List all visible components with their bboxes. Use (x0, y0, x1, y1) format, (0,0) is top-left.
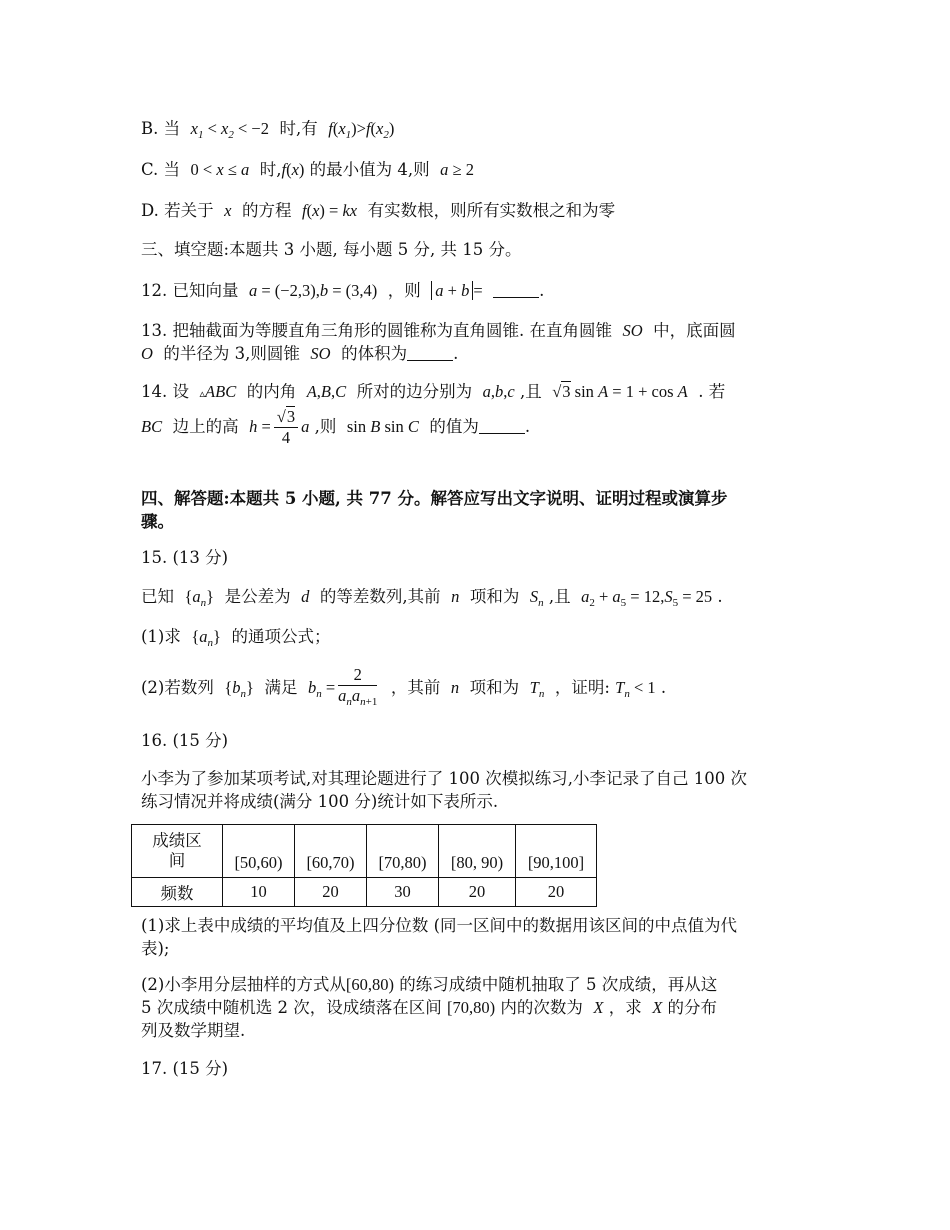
table-header-cell: 成绩区 间 (132, 825, 223, 878)
frequency-cell: 20 (439, 878, 516, 907)
bn-fraction: $\frac{2}{a_na_{n+1}}$ (338, 665, 378, 708)
frequency-cell: 20 (295, 878, 367, 907)
interval-cell: [60,70) (295, 825, 367, 878)
frequency-label-cell: 频数 (132, 878, 223, 907)
question-16-part1-line1: (1)求上表中成绩的平均值及上四分位数 (同一区间中的数据用该区间的中点值为代 (141, 916, 738, 935)
frequency-cell: 30 (367, 878, 439, 907)
question-15-part2: (2)若数列 $\{b_n\}$ 满足 $b_n$ = $\frac{2}{a_na_{n+1}}$ ，其前 n 项和为 $T_n$ ，证明: $T_n < 1$ . (141, 660, 666, 722)
answer-blank (493, 283, 539, 298)
question-16-part1-line2: 表); (141, 939, 170, 958)
option-b-label: B. 当 (141, 119, 181, 138)
interval-cell: [50,60) (223, 825, 295, 878)
option-b-condition: $x_1 < x_2 < -2$ (190, 119, 269, 141)
interval-cell: [90,100] (516, 825, 597, 878)
table-row (132, 878, 597, 907)
height-fraction: $\frac{√3}{4}$ (274, 407, 298, 448)
question-17-heading: 17. (15 分) (141, 1059, 229, 1078)
question-16-part2-line1: (2)小李用分层抽样的方式从[60,80) 的练习成绩中随机抽取了 5 次成绩，再从这 (141, 975, 718, 994)
frequency-cell: 20 (516, 878, 597, 907)
option-d: D. 若关于 x 的方程 f(x) = kx 有实数根，则所有实数根之和为零 (141, 201, 616, 220)
question-15-part1: (1)求 $\{a_n\}$ 的通项公式； (141, 627, 331, 649)
question-15-text: 已知 $\{a_n\}$ 是公差为 d 的等差数列,其前 n 项和为 $S_n$ ,且 $a_2 + a_5 = 12,S_5 = 25$ . (141, 587, 723, 609)
question-13-line1: 13. 把轴截面为等腰直角三角形的圆锥称为直角圆锥. 在直角圆锥 SO 中，底面圆 (141, 321, 736, 340)
option-b: B. 当 $x_1 < x_2 < -2$ 时,有 $f(x_1)>f(x_2)$ (141, 119, 395, 141)
question-16-text-line1: 小李为了参加某项考试,对其理论题进行了 100 次模拟练习,小李记录了自己 100 次 (141, 769, 747, 788)
question-16-part2-line3: 列及数学期望. (141, 1021, 246, 1040)
question-15-heading: 15. (13 分) (141, 548, 229, 567)
question-16-heading: 16. (15 分) (141, 731, 229, 750)
question-16-part2-line2: 5 次成绩中随机选 2 次，设成绩落在区间 [70,80) 内的次数为 X ，求 X 的分布 (141, 998, 718, 1017)
interval-cell: [80, 90) (439, 825, 516, 878)
answer-blank (479, 419, 525, 434)
option-d-label: D. 若关于 (141, 201, 214, 220)
section-3-heading: 三、填空题:本题共 3 小题, 每小题 5 分, 共 15 分。 (141, 240, 522, 259)
question-13-line2: O 的半径为 3,则圆锥 SO 的体积为 . (141, 344, 459, 363)
frequency-cell: 10 (223, 878, 295, 907)
option-b-conclusion: $f(x_1)>f(x_2)$ (328, 119, 395, 141)
section-4-heading-line1: 四、解答题:本题共 5 小题, 共 77 分。解答应写出文字说明、证明过程或演算步 (141, 489, 728, 508)
table-row (132, 825, 597, 878)
question-16-text-line2: 练习情况并将成绩(满分 100 分)统计如下表所示. (141, 792, 499, 811)
question-14-line1: 14. 设 ▵ABC 的内角 A,B,C 所对的边分别为 a,b,c ,且 √3 sin A = 1 + cos A . 若 (141, 382, 726, 401)
interval-cell: [70,80) (367, 825, 439, 878)
question-12: 12. 已知向量 a = (−2,3),b = (3,4) ，则 a + b = . (141, 281, 545, 300)
grades-table (131, 824, 597, 907)
answer-blank (407, 346, 453, 361)
option-c-label: C. 当 (141, 160, 181, 179)
section-4-heading-line2: 骤。 (141, 512, 174, 531)
option-c: C. 当 0 < x ≤ a 时,f(x) 的最小值为 4,则 a ≥ 2 (141, 160, 474, 179)
question-14-line2: BC 边上的高 h = $\frac{√3}{4}$ a ,则 sin B sin C 的值为 . (141, 407, 531, 447)
